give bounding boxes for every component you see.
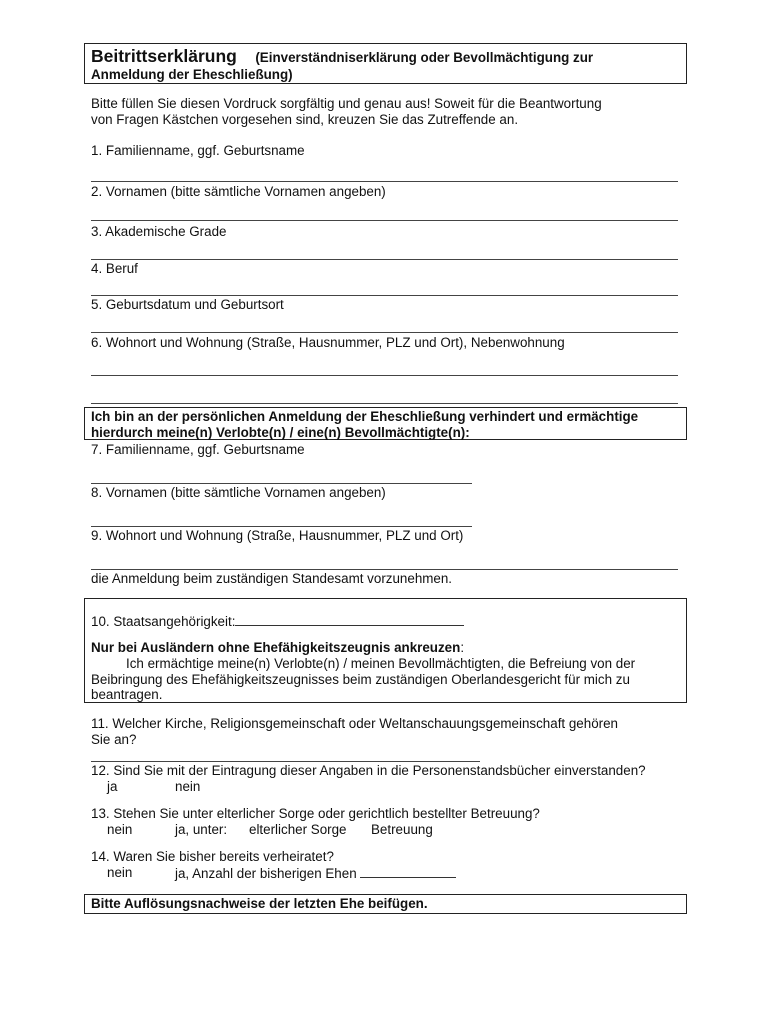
- proxy-line-1: Ich bin an der persönlichen Anmeldung der Eheschließung verhindert und ermächtige: [91, 409, 639, 424]
- q11-line-1: 11. Welcher Kirche, Religionsgemeinschaft oder Weltanschauungsgemeinschaft gehören: [91, 716, 619, 731]
- field-label-family-name: 1. Familienname, ggf. Geburtsname: [91, 143, 305, 158]
- field-line-residence-2[interactable]: [91, 403, 678, 404]
- registration-text: die Anmeldung beim zuständigen Standesamt vorzunehmen.: [91, 571, 453, 586]
- field-label-birth-date-place: 5. Geburtsdatum und Geburtsort: [91, 297, 284, 312]
- q12-option-yes[interactable]: ja: [107, 779, 118, 794]
- q11-answer-line[interactable]: [91, 761, 480, 762]
- proxy-field-label-residence: 9. Wohnort und Wohnung (Straße, Hausnummer, PLZ und Ort): [91, 528, 464, 543]
- field-line-academic-degrees[interactable]: [91, 259, 678, 260]
- q11-line-2: Sie an?: [91, 732, 137, 747]
- proxy-field-label-first-names: 8. Vornamen (bitte sämtliche Vornamen angeben): [91, 485, 386, 500]
- field-line-residence-1[interactable]: [91, 375, 678, 376]
- footer-note: Bitte Auflösungsnachweise der letzten Ehe beifügen.: [91, 896, 428, 911]
- q14-option-no[interactable]: nein: [107, 865, 133, 880]
- citizenship-input-line[interactable]: [235, 613, 464, 626]
- form-subtitle-part2: Anmeldung der Eheschließung): [91, 67, 293, 82]
- foreigners-heading: Nur bei Ausländern ohne Ehefähigkeitszeugnis ankreuzen: [91, 640, 461, 655]
- foreigners-auth-line-3: beantragen.: [91, 687, 163, 702]
- foreigners-heading-colon: :: [460, 640, 465, 655]
- q13-option-parental-care[interactable]: elterlicher Sorge: [249, 822, 347, 837]
- intro-line-1: Bitte füllen Sie diesen Vordruck sorgfältig und genau aus! Soweit für die Beantwortung: [91, 96, 602, 111]
- foreigners-auth-line-1: Ich ermächtige meine(n) Verlobte(n) / meinen Bevollmächtigten, die Befreiung von der: [126, 656, 636, 671]
- q13-question: 13. Stehen Sie unter elterlicher Sorge oder gerichtlich bestellter Betreuung?: [91, 806, 540, 821]
- proxy-field-line-family-name[interactable]: [91, 483, 472, 484]
- q13-option-guardianship[interactable]: Betreuung: [371, 822, 433, 837]
- foreigners-heading-row: [91, 640, 464, 656]
- proxy-field-label-family-name: 7. Familienname, ggf. Geburtsname: [91, 442, 305, 457]
- field-line-birth-date-place[interactable]: [91, 332, 678, 333]
- proxy-field-line-residence[interactable]: [91, 569, 678, 570]
- foreigners-auth-line-2: Beibringung des Ehefähigkeitszeugnisses beim zuständigen Oberlandesgericht für mich zu: [91, 672, 630, 687]
- q13-option-yes[interactable]: ja, unter:: [175, 822, 228, 837]
- intro-line-2: von Fragen Kästchen vorgesehen sind, kreuzen Sie das Zutreffende an.: [91, 112, 519, 127]
- q13-option-no[interactable]: nein: [107, 822, 133, 837]
- proxy-line-2: hierdurch meine(n) Verlobte(n) / eine(n) Bevollmächtigte(n):: [91, 425, 470, 440]
- form-subtitle-part1: (Einverständniserklärung oder Bevollmächtigung zur: [255, 50, 594, 65]
- proxy-field-line-first-names[interactable]: [91, 526, 472, 527]
- citizenship-row: [91, 613, 464, 630]
- citizenship-label: 10. Staatsangehörigkeit:: [91, 614, 236, 629]
- q12-question: 12. Sind Sie mit der Eintragung dieser Angaben in die Personenstandsbücher einverstanden?: [91, 763, 646, 778]
- field-label-academic-degrees: 3. Akademische Grade: [91, 224, 227, 239]
- q14-option-yes[interactable]: ja, Anzahl der bisherigen Ehen: [175, 866, 357, 881]
- field-line-first-names[interactable]: [91, 220, 678, 221]
- field-line-family-name[interactable]: [91, 181, 678, 182]
- field-label-profession: 4. Beruf: [91, 261, 138, 276]
- field-label-residence: 6. Wohnort und Wohnung (Straße, Hausnummer, PLZ und Ort), Nebenwohnung: [91, 335, 565, 350]
- field-line-profession[interactable]: [91, 295, 678, 296]
- q14-option-yes-row: [175, 865, 456, 882]
- field-label-first-names: 2. Vornamen (bitte sämtliche Vornamen angeben): [91, 184, 386, 199]
- q14-count-input-line[interactable]: [360, 865, 456, 878]
- q12-option-no[interactable]: nein: [175, 779, 201, 794]
- form-title: Beitrittserklärung: [91, 46, 237, 66]
- q14-question: 14. Waren Sie bisher bereits verheiratet?: [91, 849, 334, 864]
- form-title-row: [91, 46, 593, 67]
